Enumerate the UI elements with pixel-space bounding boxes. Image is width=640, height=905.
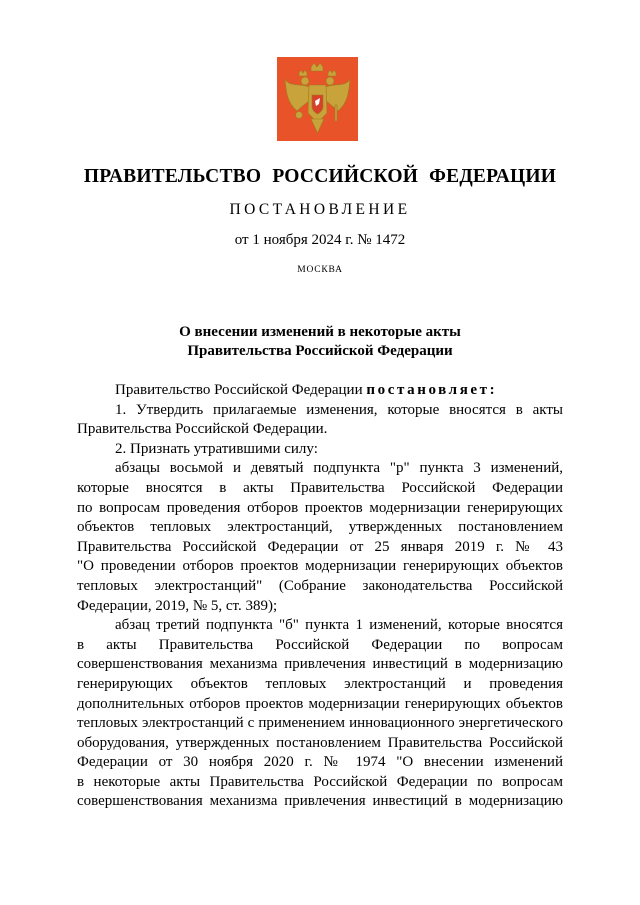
body-line: абзацы восьмой и девятый подпункта "р" пункта 3 изменений, xyxy=(115,460,563,477)
body-line: абзац третий подпункта "б" пункта 1 изменений, которые вносятся xyxy=(115,617,563,634)
body-line: Правительства Российской Федерации от 25 января 2019 г. № 43 xyxy=(77,538,563,555)
body-line: которые вносятся в акты Правительства Российской Федерации xyxy=(77,479,563,496)
document-heading xyxy=(0,323,640,361)
body-line: 1. Утвердить прилагаемые изменения, которые вносятся в акты xyxy=(115,401,563,418)
body-line: совершенствования механизма привлечения инвестиций в модернизацию xyxy=(77,793,563,810)
intro-paragraph xyxy=(77,381,563,401)
russian-coat-of-arms-icon xyxy=(277,57,358,141)
body-line: объектов тепловых электростанций, утвержденных постановлением xyxy=(77,519,563,536)
document-city: МОСКВА xyxy=(297,265,343,275)
body-line: тепловых электростанций" (Собрание законодательства Российской xyxy=(77,577,563,594)
body-line: "О проведении отборов проектов модернизации генерирующих объектов xyxy=(77,558,563,575)
document-date-number: от 1 ноября 2024 г. № 1472 xyxy=(234,232,406,248)
government-title: ПРАВИТЕЛЬСТВО РОССИЙСКОЙ ФЕДЕРАЦИИ xyxy=(83,166,557,187)
body-line: дополнительных отборов проектов модернизации генерирующих объектов xyxy=(77,695,563,712)
body-line: совершенствования механизма привлечения инвестиций в модернизацию xyxy=(77,656,563,673)
heading-line-1: О внесении изменений в некоторые акты xyxy=(179,324,461,340)
intro-prefix: Правительство Российской Федерации xyxy=(115,382,363,398)
body-line: Правительства Российской Федерации. xyxy=(77,421,328,438)
body-line: Федерации от 30 ноября 2020 г. № 1974 "О внесении изменений xyxy=(77,754,563,771)
body-line: по вопросам проведения отборов проектов модернизации генерирующих xyxy=(77,499,563,516)
body-line: оборудования, утвержденных постановлением Правительства Российской xyxy=(77,734,563,751)
heading-line-2: Правительства Российской Федерации xyxy=(187,343,453,359)
body-line: в некоторые акты Правительства Российской Федерации по вопросам xyxy=(77,773,563,790)
body-line: в акты Правительства Российской Федерации по вопросам xyxy=(77,636,563,653)
intro-action: постановляет: xyxy=(366,382,498,398)
body-line: Федерации, 2019, № 5, ст. 389); xyxy=(77,597,278,614)
document-type: ПОСТАНОВЛЕНИЕ xyxy=(229,201,411,218)
body-line: тепловых электростанций с применением инновационного энергетического xyxy=(77,715,563,732)
body-line: 2. Признать утратившими силу: xyxy=(115,440,318,457)
document-body xyxy=(77,381,563,812)
body-line: генерирующих объектов тепловых электростанций и проведения xyxy=(77,675,563,692)
